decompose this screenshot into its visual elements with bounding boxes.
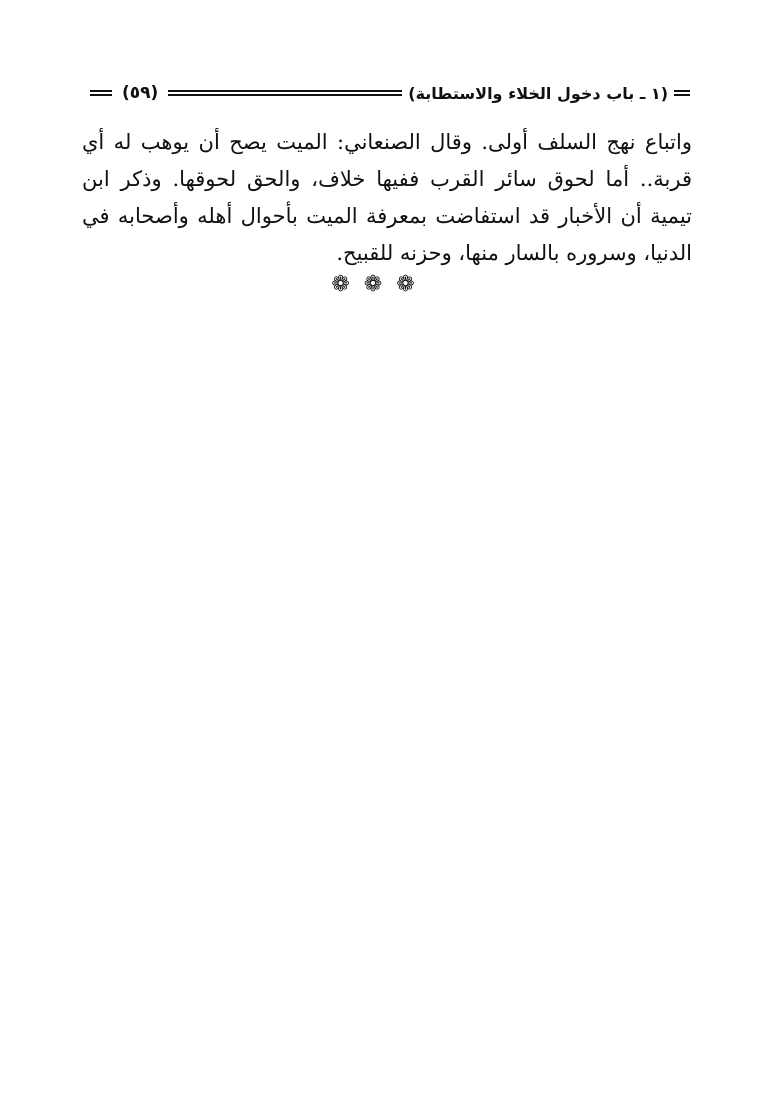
page-number: (٥٩) [122, 83, 159, 103]
section-separator-ornament-icon: ❁❁❁ [331, 272, 429, 297]
header-rule-left [90, 90, 112, 96]
chapter-title: (١ ـ باب دخول الخلاء والاستطابة) [408, 83, 668, 103]
header-rule-long [168, 90, 402, 96]
body-text [82, 124, 692, 272]
running-header [86, 78, 690, 108]
paragraph: واتباع نهج السلف أولى. وقال الصنعاني: الميت يصح أن يوهب له أي قربة.. أما لحوق سائر القرب ففيها خلاف، والحق لحوقها. وذكر ابن تيمية أن الأخبار قد استفاضت بمعرفة الميت بأحوال أهله وأصحابه في الدنيا، وسروره بالسار منها، وحزنه للقبيح. [82, 130, 693, 265]
header-rule-right [674, 90, 690, 96]
